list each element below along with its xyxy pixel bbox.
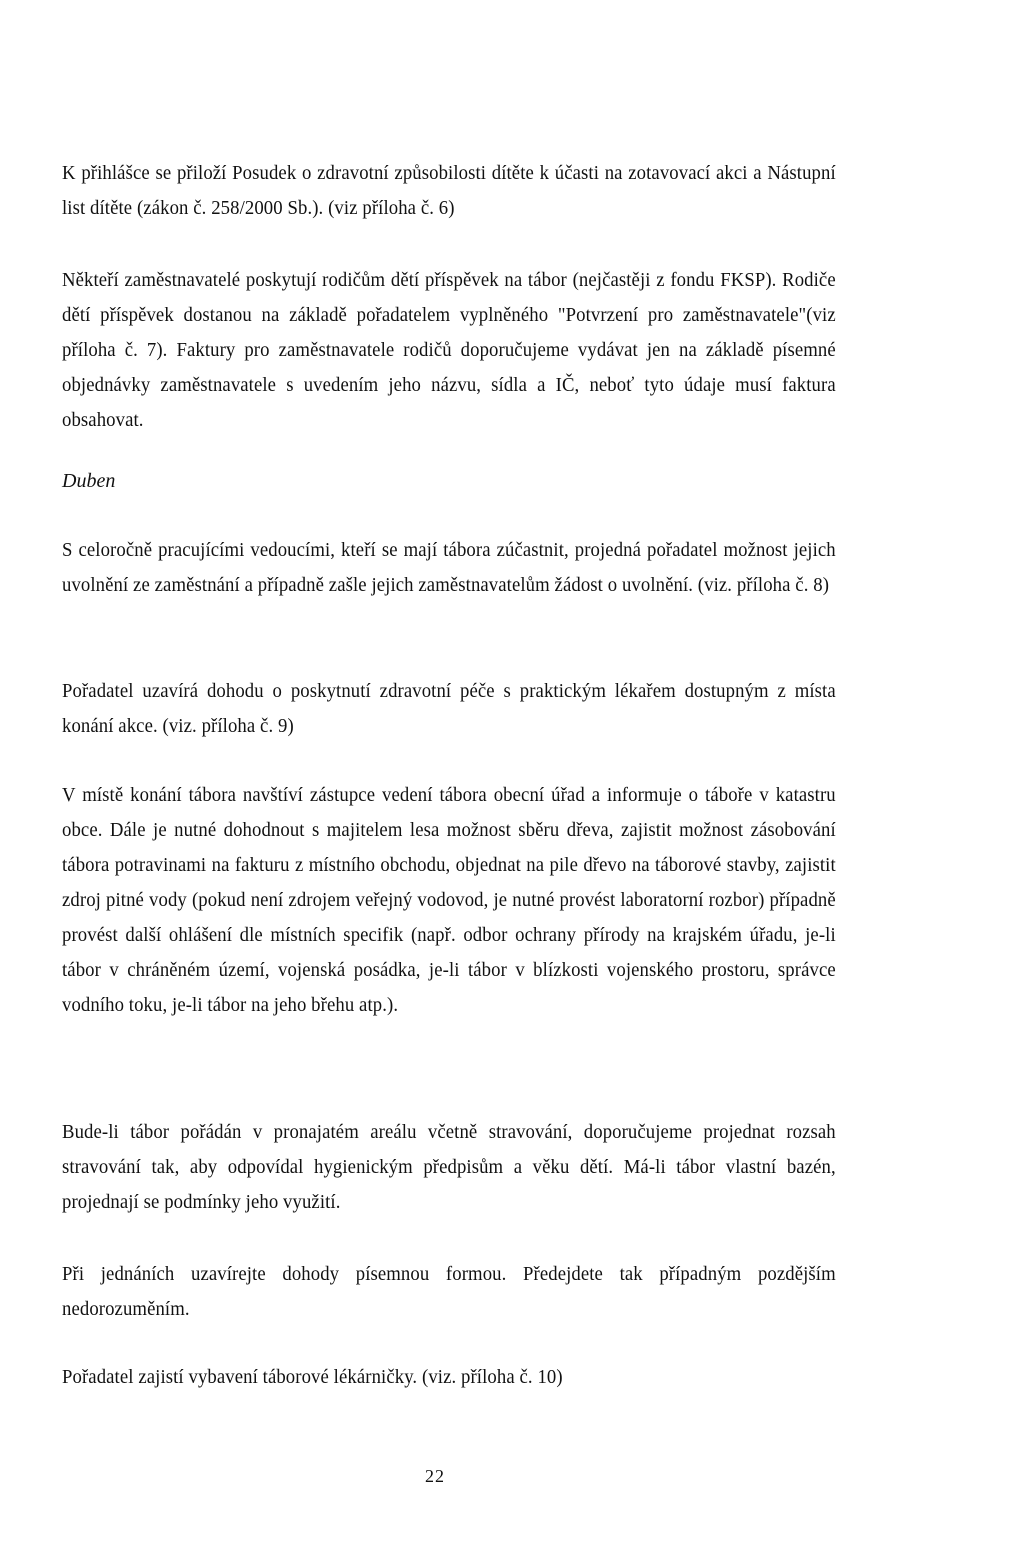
paragraph-pronajaty-areal: Bude-li tábor pořádán v pronajatém areálu včetně stravování, doporučujeme projednat rozsah stravování tak, aby odpovídal hygienickým předpisům a věku dětí. Má-li tábor vlastní bazén, projednají se podmínky jeho využití. [62,1122,836,1213]
paragraph-zdravotni-pece: Pořadatel uzavírá dohodu o poskytnutí zdravotní péče s praktickým lékařem dostupným z místa konání akce. (viz. příloha č. 9) [62,681,836,737]
page-number: 22 [425,1466,445,1486]
paragraph-obecni-urad: V místě konání tábora navštíví zástupce vedení tábora obecní úřad a informuje o táboře v katastru obce. Dále je nutné dohodnout s majitelem lesa možnost sběru dřeva, zajistit možnost zásobování tábora potravinami na fakturu z místního obchodu, objednat na pile dřevo na táborové stavby, zajistit zdroj pitné vody (pokud není zdrojem veřejný vodovod, je nutné provést laboratorní rozbor) případně provést další ohlášení dle místních specifik (např. odbor ochrany přírody na krajském úřadu, je-li tábor v chráněném území, vojenská posádka, je-li tábor v blízkosti vojenského prostoru, správce vodního toku, je-li tábor na jeho břehu atp.). [62,785,836,1016]
paragraph-prihlaska: K přihlášce se přiloží Posudek o zdravotní způsobilosti dítěte k účasti na zotavovací akci a Nástupní list dítěte (zákon č. 258/2000 Sb.). (viz příloha č. 6) [62,163,836,219]
paragraph-prispevek-zamestnavatel: Někteří zaměstnavatelé poskytují rodičům dětí příspěvek na tábor (nejčastěji z fondu FKSP). Rodiče dětí příspěvek dostanou na základě pořadatelem vyplněného "Potvrzení pro zaměstnavatele"(viz příloha č. 7). Faktury pro zaměstnavatele rodičů doporučujeme vydávat jen na základě písemné objednávky zaměstnavatele s uvedením jeho názvu, sídla a IČ, neboť tyto údaje musí faktura obsahovat. [62,270,836,431]
paragraph-uvolneni-vedoucich: S celoročně pracujícími vedoucími, kteří se mají tábora zúčastnit, projedná pořadatel možnost jejich uvolnění ze zaměstnání a případně zašle jejich zaměstnavatelům žádost o uvolnění. (viz. příloha č. 8) [62,540,836,596]
paragraph-lekarnicka: Pořadatel zajistí vybavení táborové lékárničky. (viz. příloha č. 10) [62,1367,563,1388]
paragraph-dohody: Při jednáních uzavírejte dohody písemnou formou. Předejdete tak případným pozdějším nedorozuměním. [62,1264,836,1320]
section-heading-duben: Duben [62,470,116,492]
